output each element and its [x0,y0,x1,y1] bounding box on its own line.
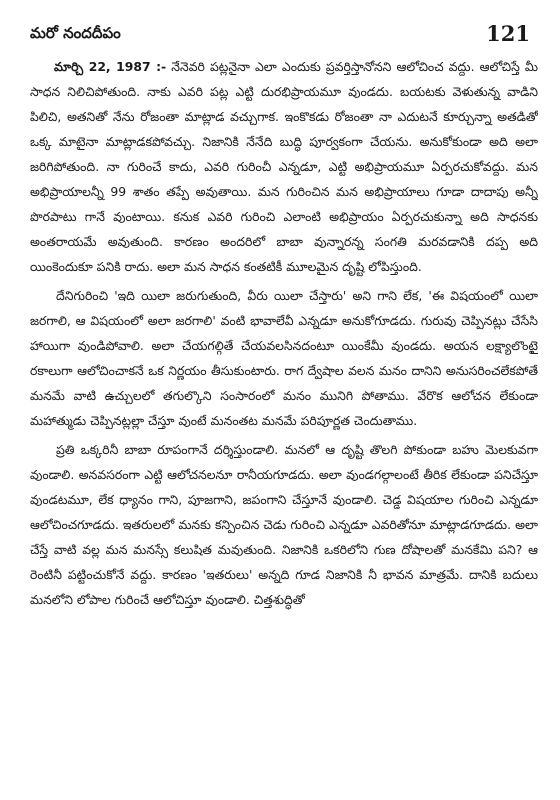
entry-date: మార్చి 22, 1987 :- [54,59,167,74]
paragraph-1 [30,54,538,279]
paragraph-3: ప్రతి ఒక్కరినీ బాబా రూపంగానే దర్శిస్తుండాలి. మనలో ఆ దృష్టి తొలగి పోకుండా బహు మెలకువగా వుండాలి. అనవసరంగా ఎట్టి ఆలోచనలనూ రానీయగూడదు. అలా వుండగల్గాలంటే తీరిక లేకుండా పనిచేస్తూ వుండటమూ, లేక ధ్యానం గాని, పూజగాని, జపంగాని చేస్తూనే వుండాలి. చెడ్డ విషయాల గురించి ఎన్నడూ ఆలోచించగూడదు. ఇతరులలో మనకు కన్పించిన చెడు గురించి ఎన్నడూ ఎవరితోనూ మాట్లాడగూడదు. అలా చేస్తే వాటి వల్ల మన మనస్సే కలుషిత మవుతుంది. నిజానికి ఒకరిలోని గుణ దోషాలతో మనకేమి పని? ఆ రెంటినీ పట్టించుకోనే వద్దు. కారణం 'ఇతరులు' అన్నది గూడ నిజానికి నీ భావన మాత్రమే. దానికి బదులు మనలోని లోపాల గురించే ఆలోచిస్తూ వుండాలి. చిత్తశుద్ధితో [30,442,538,607]
paragraph-1-text: నేనెవరి పట్లనైనా ఎలా ఎందుకు ప్రవర్తిస్తానోనని ఆలోచించ వద్దు. ఆలోచిస్తే మీ సాధన నిలిచిపోతుంది. నాకు ఎవరి పట్ల ఎట్టి దురభిప్రాయమూ వుండదు. బయటకు వెళుతున్న వాడిని పిలిచి, అతనితో నేను రోజంతా మాట్లాడ వచ్చుగాక. ఇంకొకడు రోజంతా నా ఎదుటనే కూర్చున్నా అతడితో ఒక్క మాటైనా మాట్లాడకపోవచ్చు. నిజానికి నేనేది బుద్ధి పూర్వకంగా చేయను. అనుకోకుండా అది అలా జరిగిపోతుంది. నా గురించే కాదు, ఎవరి గురించీ ఎన్నడూ, ఎట్టి అభిప్రాయమూ ఏర్పరచుకోవద్దు. మన అభిప్రాయాలన్నీ 99 శాతం తప్పే అవుతాయి. మన గురించిన మన అభిప్రాయాలు గూడా దాదాపు అన్నీ పొరపాటు గానే వుంటాయి. కనుక ఎవరి గురించి ఎలాంటి అభిప్రాయం ఏర్పరచుకున్నా అది సాధనకు అంతరాయమే అవుతుంది. కారణం అందరిలో బాబా వున్నారన్న సంగతి మరవడానికి దప్ప అది యింకెందుకూ పనికి రాదు. అలా మన సాధన కంతటికీ మూలమైన దృష్టి లోపిస్తుంది. [30,59,538,274]
page-number: 121 [486,21,530,46]
running-title: మరో నందదీపం [30,24,121,42]
page-body [30,54,538,792]
paragraph-2: దేనిగురించి 'ఇది యిలా జరుగుతుంది, వీరు యిలా చేస్తారు' అని గాని లేక, 'ఈ విషయంలో యిలా జరగాలి, ఆ విషయంలో అలా జరగాలి' వంటి భావాలేవీ ఎన్నడూ అనుకోగూడదు. గురువు చెప్పినట్లు చేసేసి హాయిగా వుండిపోవాలి. అలా చేయగల్గితే చేయవలసినదంటూ యింకేమీ వుండదు. అయన లక్ష్యాలొంటైౖ రకాలుగా ఆలోచించాకనే ఒక నిర్ణయం తీసుకుంటారు. రాగ ద్వేషాల వలన మనం దానిని అనుసరించలేకపోతే మనమే వాటి ఉచ్చులలో తగుల్కొని సంసారంలో మనం మునిగి పోతాము. వేరొక ఆలోచన లేకుండా మహాత్ముడు చెప్పినట్లల్లా చేస్తూ వుంటే మనంతట మనమే పరిపూర్ణత చెందుతాము. [30,288,538,428]
page-header [30,14,530,46]
